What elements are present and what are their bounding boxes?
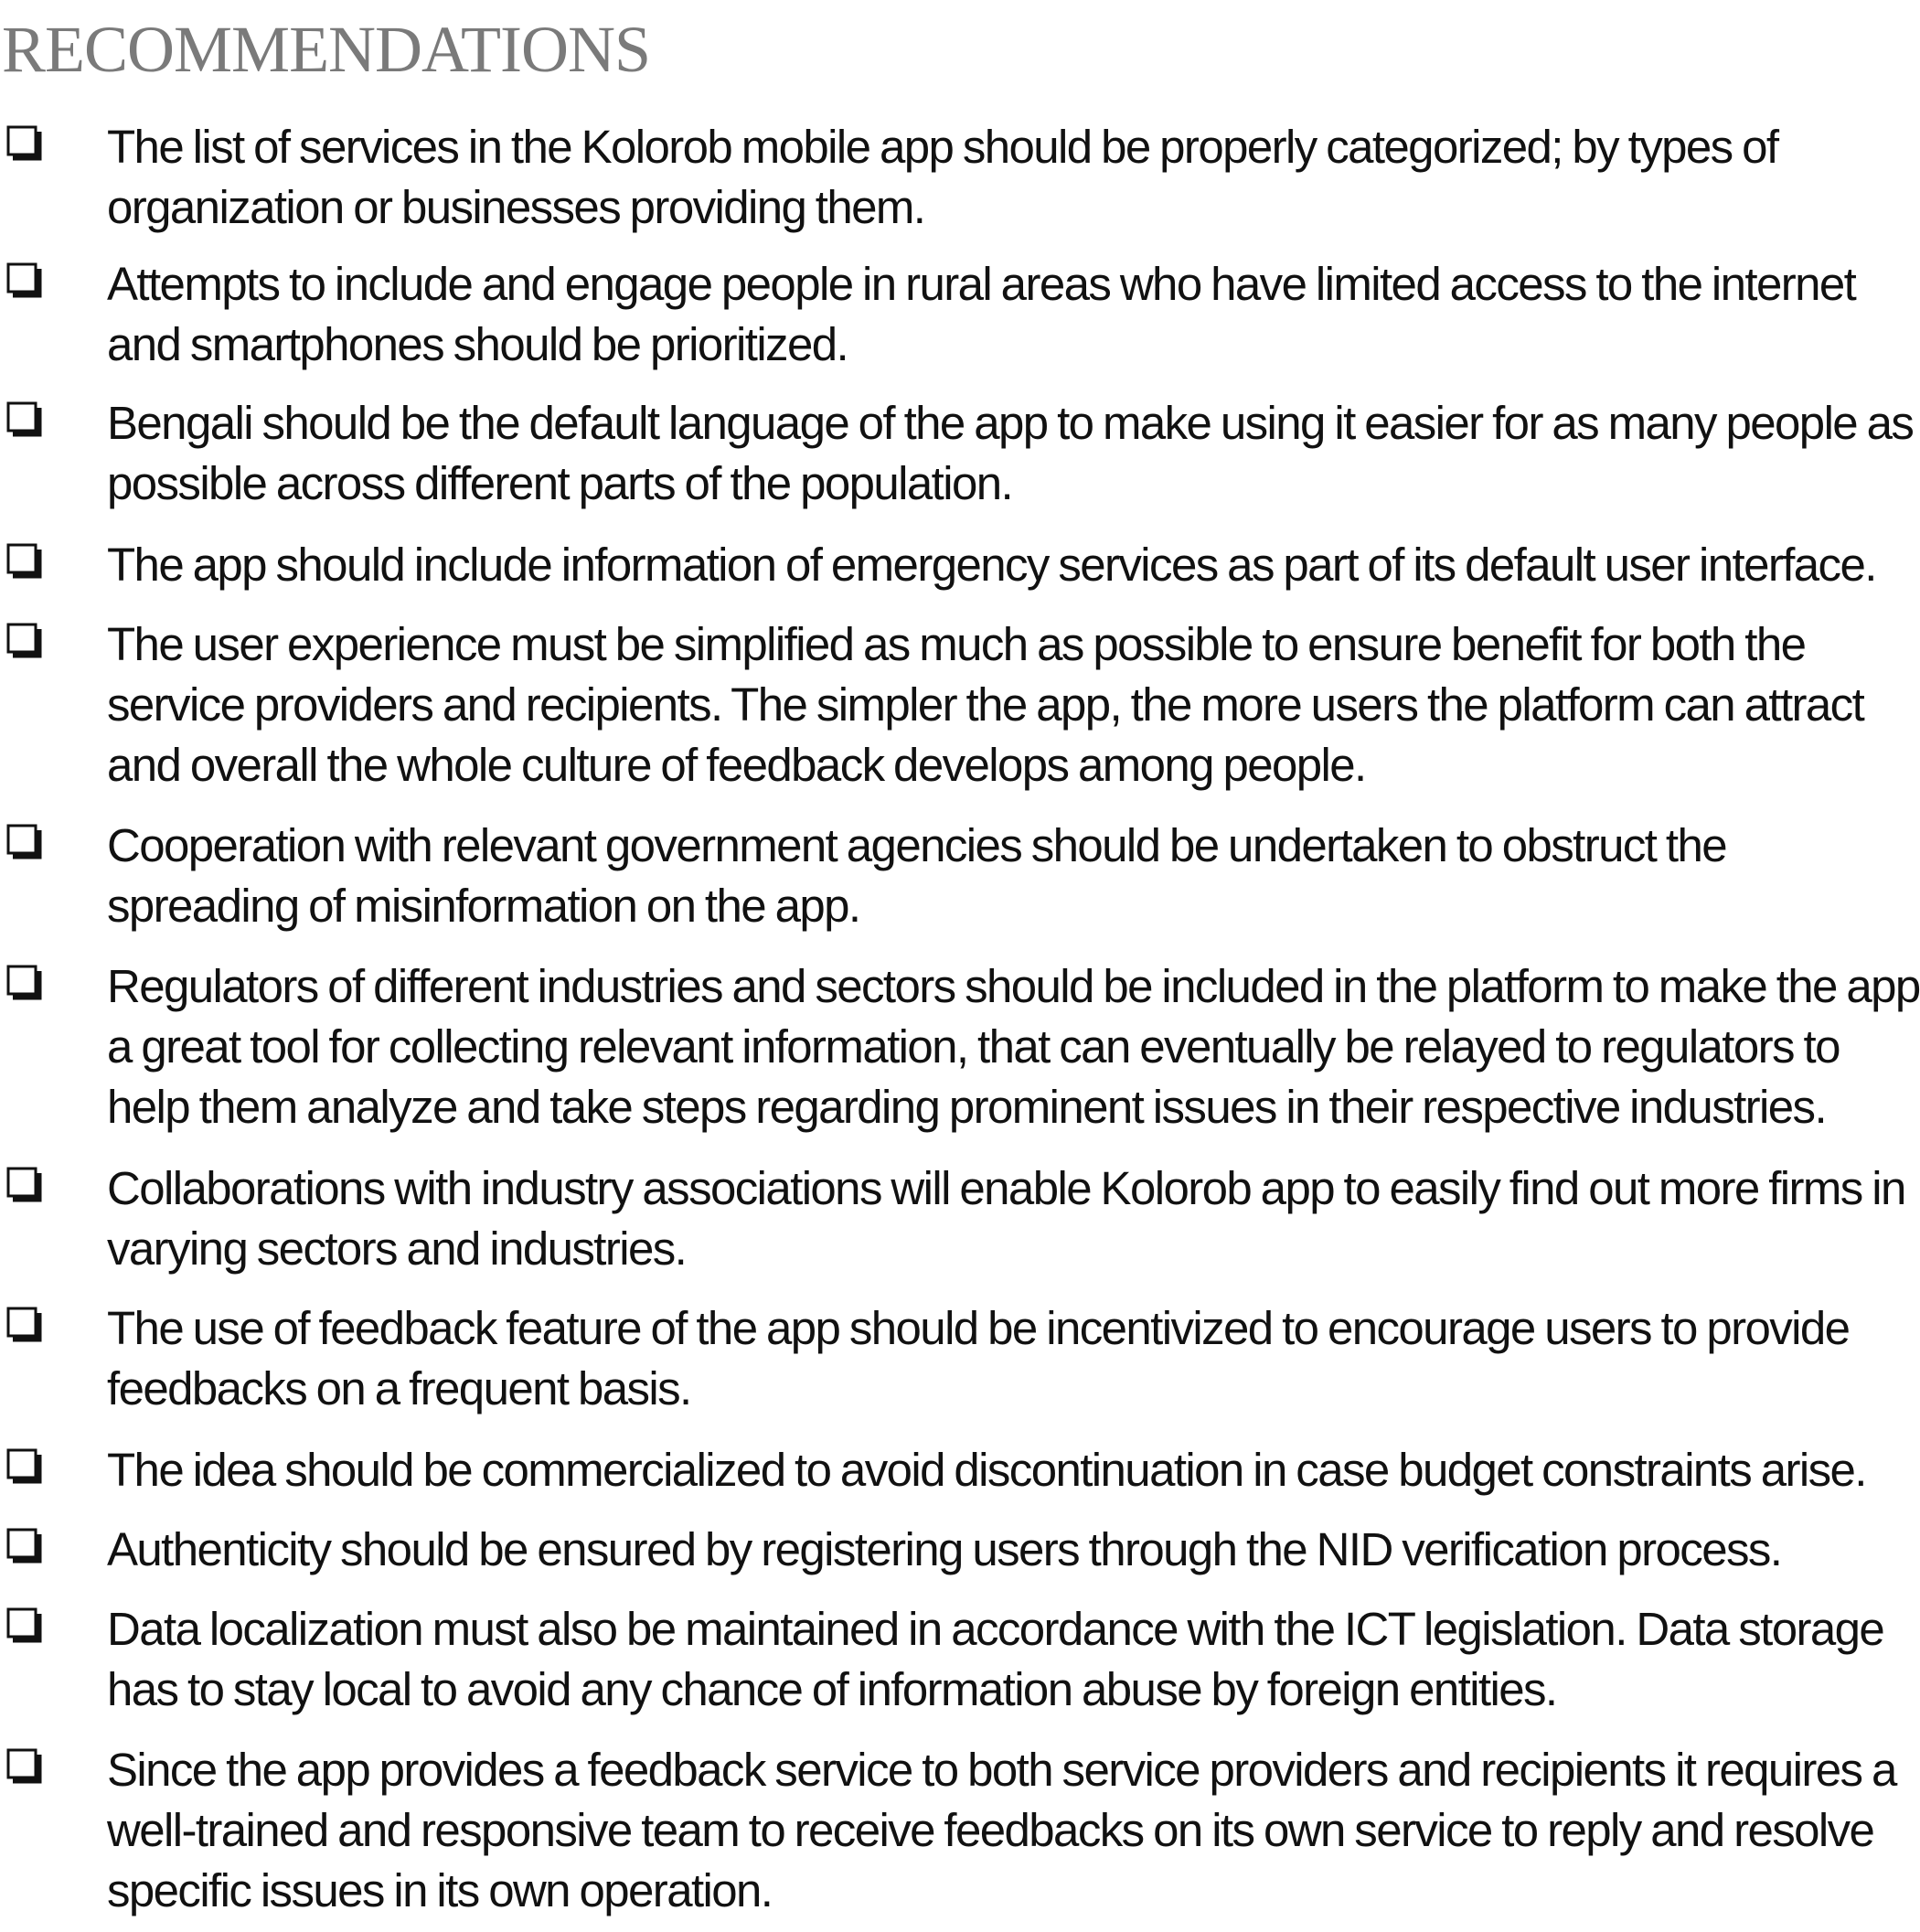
checkbox-icon — [5, 823, 46, 863]
checkbox-icon — [5, 1166, 46, 1206]
recommendation-text: Attempts to include and engage people in rural areas who have limited access to the internet and smartphones should be prioritized. — [107, 258, 1856, 370]
page-title: RECOMMENDATIONS — [2, 13, 651, 86]
recommendation-text: Collaborations with industry associations will enable Kolorob app to easily find out more firms in varying sectors and industries. — [107, 1162, 1905, 1275]
recommendation-text: Since the app provides a feedback service to both service providers and recipients it requires a well-trained and responsive team to receive feedbacks on its own service to reply and resolve specific issues in its own operation. — [107, 1744, 1896, 1916]
recommendation-text: Data localization must also be maintained in accordance with the ICT legislation. Data storage has to stay local to avoid any chance of information abuse by foreign entities. — [107, 1603, 1884, 1715]
checkbox-icon — [5, 262, 46, 302]
recommendation-text: Regulators of different industries and sectors should be included in the platform to make the app a great tool for collecting relevant information, that can eventually be relayed to regulators to help them analyze and take steps regarding prominent issues in their respective industries. — [107, 960, 1920, 1133]
checkbox-icon — [5, 1306, 46, 1346]
recommendation-text: The idea should be commercialized to avoid discontinuation in case budget constraints arise. — [107, 1444, 1866, 1496]
checkbox-icon — [5, 400, 46, 441]
checkbox-icon — [5, 1527, 46, 1567]
recommendation-text: Bengali should be the default language of the app to make using it easier for as many people as possible across different parts of the population. — [107, 397, 1914, 509]
checkbox-icon — [5, 1606, 46, 1647]
checkbox-icon — [5, 1447, 46, 1488]
recommendation-text: The user experience must be simplified as much as possible to ensure benefit for both the service providers and recipients. The simpler the app, the more users the platform can attract and overall the whole culture of feedback develops among people. — [107, 618, 1864, 791]
checkbox-icon — [5, 542, 46, 582]
checkbox-icon — [5, 964, 46, 1004]
recommendation-text: The use of feedback feature of the app should be incentivized to encourage users to provide feedbacks on a frequent basis. — [107, 1302, 1850, 1414]
recommendation-text: Authenticity should be ensured by registering users through the NID verification process. — [107, 1523, 1782, 1575]
recommendation-text: Cooperation with relevant government agencies should be undertaken to obstruct the spreading of misinformation on the app. — [107, 819, 1727, 932]
recommendation-text: The list of services in the Kolorob mobile app should be properly categorized; by types of organization or businesses providing them. — [107, 121, 1778, 233]
checkbox-icon — [5, 622, 46, 662]
recommendation-text: The app should include information of emergency services as part of its default user interface. — [107, 539, 1876, 591]
checkbox-icon — [5, 124, 46, 165]
checkbox-icon — [5, 1747, 46, 1788]
